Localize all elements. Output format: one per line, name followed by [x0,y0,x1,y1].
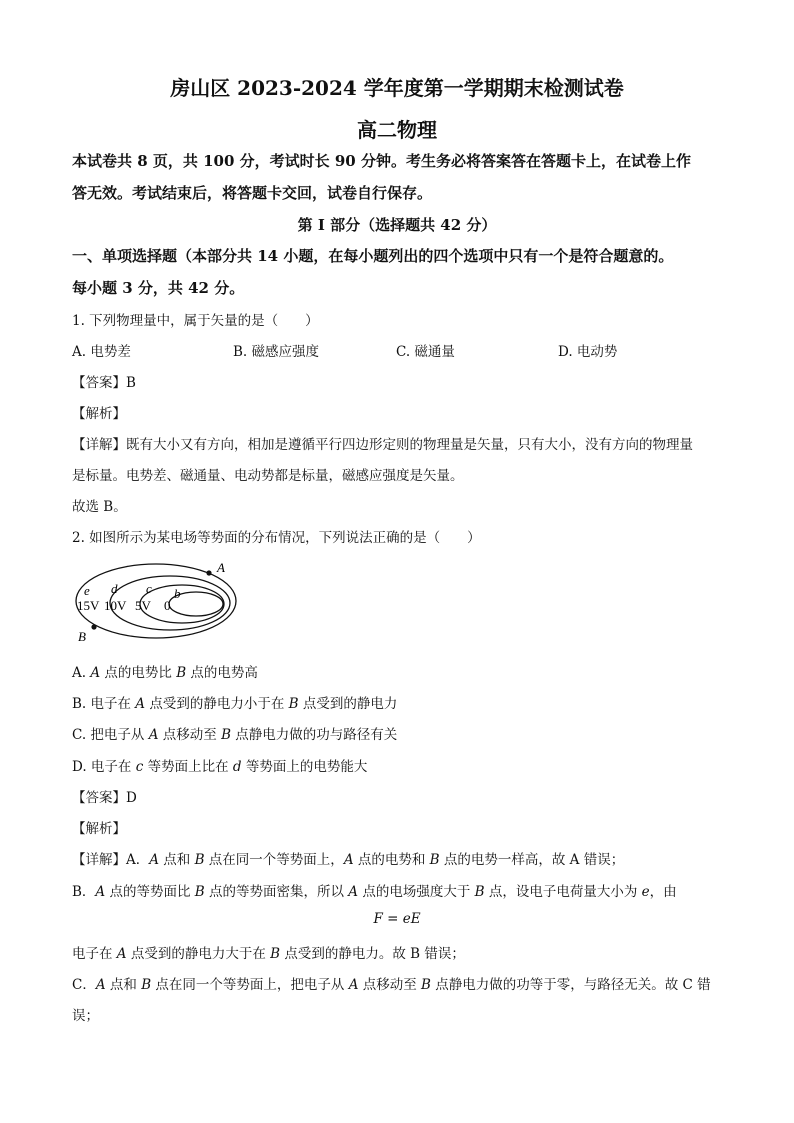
question-1-stem: 1. 下列物理量中，属于矢量的是（ ） [72,313,319,329]
formula-f-equals-ee: F = eE [373,911,421,927]
question-1-option-d: D. 电动势 [558,344,618,360]
question-2-option-a: A. A 点的电势比 B 点的电势高 [72,665,258,681]
potential-label-10v: 10V [104,598,127,613]
point-b-dot [91,624,96,629]
exam-title: 房山区 2023-2024 学年度第一学期期末检测试卷 [170,76,624,100]
question-1-analysis-label: 【解析】 [72,406,126,422]
surface-label-b: b [174,586,181,601]
question-2-answer: 【答案】D [72,790,137,806]
question-1-detail-line-1: 【详解】既有大小又有方向，相加是遵循平行四边形定则的物理量是矢量，只有大小，没有方向的物理量 [72,437,693,453]
question-1-option-a: A. 电势差 [72,344,131,360]
question-2-stem: 2. 如图所示为某电场等势面的分布情况，下列说法正确的是（ ） [72,530,481,546]
part-title: 第 I 部分（选择题共 42 分） [297,216,497,234]
question-1-conclusion: 故选 B。 [72,499,127,515]
question-2-detail-b: B．A 点的等势面比 B 点的等势面密集，所以 A 点的电场强度大于 B 点，设电子电荷量大小为 e，由 [72,884,677,900]
point-b-label: B [78,629,86,644]
subject-title: 高二物理 [357,118,437,142]
question-2-detail-a: 【详解】A．A 点和 B 点在同一个等势面上，A 点的电势和 B 点的电势一样高，故 A 错误； [72,852,625,868]
surface-label-c: c [146,581,152,596]
potential-label-0: 0 [164,598,171,613]
question-1-option-b: B. 磁感应强度 [233,344,320,360]
surface-label-e: e [84,583,90,598]
section-heading-line-2: 每小题 3 分，共 42 分。 [72,279,245,297]
potential-label-15v: 15V [77,598,100,613]
equipotential-surface-c [140,585,224,623]
question-2-detail-c-continued: 误； [72,1008,99,1024]
section-heading-line-1: 一、单项选择题（本部分共 14 小题，在每小题列出的四个选项中只有一个是符合题意的。 [72,247,674,265]
question-2-option-b: B. 电子在 A 点受到的静电力小于在 B 点受到的静电力 [72,696,398,712]
point-a-dot [206,570,211,575]
question-1-option-c: C. 磁通量 [396,344,455,360]
question-2-option-d: D. 电子在 c 等势面上比在 d 等势面上的电势能大 [72,759,368,775]
potential-label-5v: 5V [135,598,151,613]
question-2-detail-b2: 电子在 A 点受到的静电力大于在 B 点受到的静电力。故 B 错误； [72,946,465,962]
equipotential-surface-e [76,564,236,638]
intro-line-1: 本试卷共 8 页，共 100 分，考试时长 90 分钟。考生务必将答案答在答题卡上，在试卷上作 [72,152,691,170]
question-2-detail-c: C．A 点和 B 点在同一个等势面上，把电子从 A 点移动至 B 点静电力做的功等于零，与路径无关。故 C 错 [72,977,711,993]
equipotential-figure [72,556,242,646]
question-2-analysis-label: 【解析】 [72,821,126,837]
question-2-option-c: C. 把电子从 A 点移动至 B 点静电力做的功与路径有关 [72,727,398,743]
surface-label-d: d [111,581,118,596]
point-a-label: A [217,560,225,575]
intro-line-2: 答无效。考试结束后，将答题卡交回，试卷自行保存。 [72,184,433,202]
question-1-detail-line-2: 是标量。电势差、磁通量、电动势都是标量，磁感应强度是矢量。 [72,468,464,484]
question-1-answer: 【答案】B [72,375,136,391]
